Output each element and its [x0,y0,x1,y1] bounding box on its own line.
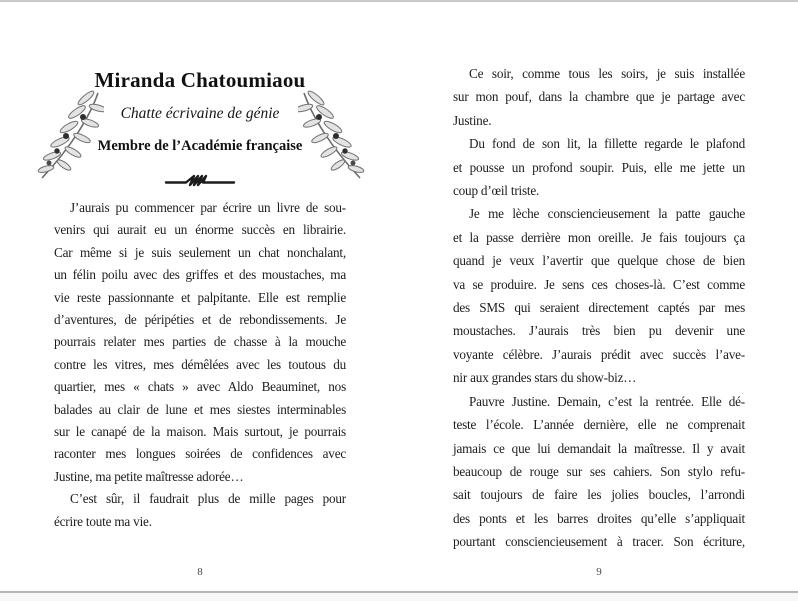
text-line: jamais ce que lui demandait la maîtresse. Il y avait [453,440,745,456]
text-line: pourtant consciencieusement à tracer. Son écriture, [453,534,745,550]
paragraph [54,488,346,533]
paragraph [54,197,346,488]
text-line: un félin poilu avec des griffes et des moustaches, ma [54,267,346,283]
olive-branch-icon [298,90,366,184]
text-line: beaucoup de rouge sur ses cahiers. Son stylo refu- [453,463,745,479]
author-subtitle: Chatte écrivaine de génie [120,105,280,122]
text-line: Justine, ma petite maîtresse adorée… [54,468,244,484]
text-line: des ponts et les barres droites qu’elle s’appliquait [453,510,745,526]
text-line: balades au clair de lune et mes siestes interminables [54,401,346,417]
text-line: va se produire. Je sens ces choses-là. C’est comme [453,276,745,292]
text-line: Justine. [453,112,492,128]
right-page-text [453,62,745,554]
text-line: sur mon pouf, dans la chambre que je partage avec [453,89,745,105]
text-line: et pousse un profond soupir. Puis, elle me jette un [453,159,745,175]
text-line: Ce soir, comme tous les soirs, je suis installée [469,66,745,81]
text-line: quand je veux l’avertir que quelque chose de bien [453,253,745,269]
text-line: Pauvre Justine. Demain, c’est la rentrée. Elle dé- [469,393,745,409]
text-line: Du fond de son lit, la fillette regarde le plafond [469,136,745,152]
text-line: raconter mes longues soirées de confidences avec [54,446,346,462]
window-top-edge [0,0,798,2]
author-affiliation: Membre de l’Académie française [97,138,303,154]
text-line: écrire toute ma vie. [54,513,152,529]
text-line: quartier, mes « chats » avec Aldo Beauminet, nos [54,379,346,395]
page-number-left: 8 [197,566,203,578]
text-line: Car même si je suis seulement un chat nonchalant, [54,244,346,260]
paragraph [453,132,745,202]
author-name: Miranda Chatoumiaou [94,68,306,92]
text-line: sur le canapé de la maison. Mais surtout, je pourrais [54,424,346,440]
text-line: J’aurais pu commencer par écrire un livre de sou- [70,200,346,215]
text-line: d’aventures, de péripéties et de rebondissements. Je [54,312,346,328]
footer-strip [0,593,798,601]
text-line: pourrais relater mes parties de chasse à la mouche [54,334,346,350]
paragraph [453,202,745,389]
text-line: des SMS qui seraient directement captés par mes [453,300,745,316]
text-line: voyante célèbre. J’aurais prédit avec succès l’ave- [453,346,745,362]
text-line: nir aux grandes stars du show-biz… [453,370,637,386]
text-line: sait toujours de faire les jolies boucles, l’arrondi [453,487,745,503]
text-line: teste l’école. L’année dernière, elle ne comprenait [453,417,745,433]
text-line: contre les vitres, mes démêlées avec les toutous du [54,356,346,372]
text-line: venirs qui aurait eu un énorme succès en librairie. [54,222,346,238]
left-page-text [54,197,346,533]
page-number-right: 9 [596,566,602,578]
text-line: Je me lèche consciencieusement la patte gauche [469,206,745,222]
text-line: coup d’œil triste. [453,183,540,199]
paragraph [453,390,745,554]
text-line: C’est sûr, il faudrait plus de mille pages pour [70,491,346,507]
paragraph [453,62,745,132]
squiggle-knot-divider-icon [164,172,236,190]
text-line: moustaches. J’aurais très bien pu devenir une [453,323,745,339]
text-line: et la passe derrière mon oreille. Je fais toujours ça [453,229,745,245]
text-line: vie reste passionnante et palpitante. Elle est remplie [54,289,346,305]
